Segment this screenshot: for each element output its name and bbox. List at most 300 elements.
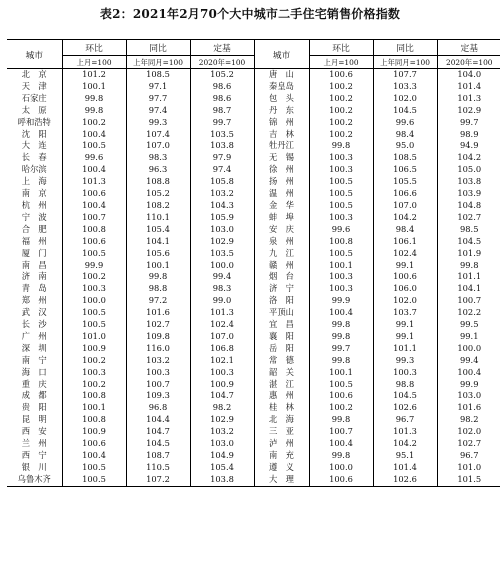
base-cell: 101.9 xyxy=(437,248,500,260)
base-cell: 99.7 xyxy=(437,117,500,129)
table-row xyxy=(7,319,500,331)
yoy-cell: 110.5 xyxy=(126,462,190,474)
table-row xyxy=(7,307,500,319)
table-row xyxy=(7,81,500,93)
table-row xyxy=(7,224,500,236)
city-cell: 厦 门 xyxy=(21,247,47,258)
base-cell: 105.0 xyxy=(437,164,500,176)
base-cell: 100.9 xyxy=(190,379,254,391)
base-cell: 102.9 xyxy=(190,414,254,426)
city-cell: 杭 州 xyxy=(21,199,47,210)
yoy-cell: 102.0 xyxy=(373,295,437,307)
base-cell: 99.5 xyxy=(437,319,500,331)
table-row xyxy=(7,260,500,272)
base-cell: 101.3 xyxy=(437,93,500,105)
base-cell: 99.7 xyxy=(190,117,254,129)
table-row xyxy=(7,343,500,355)
base-cell: 103.2 xyxy=(190,426,254,438)
mom-cell: 100.6 xyxy=(62,438,126,450)
base-cell: 104.0 xyxy=(437,69,500,81)
mom-cell: 101.3 xyxy=(62,176,126,188)
yoy-cell: 100.6 xyxy=(373,271,437,283)
city-cell: 贵 阳 xyxy=(21,402,47,413)
base-cell: 102.1 xyxy=(190,355,254,367)
yoy-cell: 109.8 xyxy=(126,331,190,343)
base-cell: 99.9 xyxy=(437,379,500,391)
mom-cell: 100.5 xyxy=(62,307,126,319)
table-row xyxy=(7,140,500,152)
base-cell: 103.8 xyxy=(437,176,500,188)
yoy-cell: 104.5 xyxy=(126,438,190,450)
base-cell: 101.5 xyxy=(437,474,500,486)
city-cell: 南 充 xyxy=(254,450,309,462)
base-cell: 104.5 xyxy=(437,236,500,248)
city-cell: 成 都 xyxy=(21,390,47,401)
table-row xyxy=(7,379,500,391)
base-cell: 98.6 xyxy=(190,93,254,105)
base-cell: 101.6 xyxy=(437,402,500,414)
city-cell: 北 京 xyxy=(21,69,47,79)
yoy-cell: 106.5 xyxy=(373,164,437,176)
yoy-cell: 100.3 xyxy=(126,367,190,379)
mom-cell: 100.4 xyxy=(62,129,126,141)
mom-cell: 100.1 xyxy=(62,81,126,93)
city-cell: 南 宁 xyxy=(21,354,47,365)
base-cell: 100.0 xyxy=(437,343,500,355)
mom-cell: 101.0 xyxy=(62,331,126,343)
city-cell: 常 德 xyxy=(254,355,309,367)
yoy-cell: 104.1 xyxy=(126,236,190,248)
mom-cell: 100.3 xyxy=(309,271,373,283)
yoy-cell: 104.5 xyxy=(373,390,437,402)
mom-cell: 100.2 xyxy=(62,355,126,367)
table-row xyxy=(7,188,500,200)
yoy-cell: 104.2 xyxy=(373,438,437,450)
table-row xyxy=(7,129,500,141)
mom-cell: 100.1 xyxy=(309,260,373,272)
city-cell: 沈 阳 xyxy=(21,128,47,139)
mom-cell: 100.7 xyxy=(309,426,373,438)
table-row xyxy=(7,200,500,212)
table-row xyxy=(7,390,500,402)
mom-cell: 100.2 xyxy=(62,271,126,283)
city-cell: 宁 波 xyxy=(21,211,47,222)
table-row xyxy=(7,414,500,426)
mom-cell: 100.4 xyxy=(62,164,126,176)
city-cell: 秦皇岛 xyxy=(254,81,309,93)
yoy-cell: 102.6 xyxy=(373,402,437,414)
yoy-cell: 108.5 xyxy=(373,152,437,164)
city-cell: 北 海 xyxy=(254,414,309,426)
yoy-cell: 95.1 xyxy=(373,450,437,462)
mom-cell: 100.4 xyxy=(62,450,126,462)
yoy-cell: 99.1 xyxy=(373,331,437,343)
base-cell: 103.0 xyxy=(190,224,254,236)
city-cell: 青 岛 xyxy=(21,283,47,294)
yoy-cell: 107.2 xyxy=(126,474,190,486)
yoy-cell: 104.2 xyxy=(373,212,437,224)
mom-cell: 100.8 xyxy=(62,224,126,236)
table-row xyxy=(7,331,500,343)
table-row xyxy=(7,355,500,367)
base-cell: 100.4 xyxy=(437,367,500,379)
table-row xyxy=(7,93,500,105)
base-cell: 102.2 xyxy=(437,307,500,319)
mom-cell: 100.6 xyxy=(309,390,373,402)
yoy-cell: 96.7 xyxy=(373,414,437,426)
mom-cell: 100.2 xyxy=(309,117,373,129)
city-cell: 牡丹江 xyxy=(254,140,309,152)
city-cell: 洛 阳 xyxy=(254,295,309,307)
city-cell: 武 汉 xyxy=(21,307,47,318)
yoy-cell: 105.2 xyxy=(126,188,190,200)
yoy-cell: 103.7 xyxy=(373,307,437,319)
yoy-cell: 107.7 xyxy=(373,69,437,81)
base-cell: 102.4 xyxy=(190,319,254,331)
city-cell: 安 庆 xyxy=(254,224,309,236)
mom-cell: 100.3 xyxy=(309,212,373,224)
base-cell: 96.7 xyxy=(437,450,500,462)
city-cell: 乌鲁木齐 xyxy=(7,474,62,486)
column-subheader-mom: 上月=100 xyxy=(62,56,126,69)
table-row xyxy=(7,283,500,295)
city-cell: 呼和浩特 xyxy=(17,116,51,127)
city-cell: 福 州 xyxy=(21,235,47,246)
yoy-cell: 107.0 xyxy=(373,200,437,212)
base-cell: 99.4 xyxy=(437,355,500,367)
city-cell: 九 江 xyxy=(254,248,309,260)
subheader-row xyxy=(7,56,500,69)
table-row xyxy=(7,462,500,474)
table-row xyxy=(7,176,500,188)
city-cell: 襄 阳 xyxy=(254,331,309,343)
city-cell: 丹 东 xyxy=(254,105,309,117)
city-cell: 南 京 xyxy=(21,188,47,199)
mom-cell: 99.8 xyxy=(309,450,373,462)
city-cell: 广 州 xyxy=(21,330,47,341)
base-cell: 98.7 xyxy=(190,105,254,117)
city-cell: 烟 台 xyxy=(254,271,309,283)
base-cell: 102.7 xyxy=(437,438,500,450)
mom-cell: 99.8 xyxy=(62,93,126,105)
base-cell: 107.0 xyxy=(190,331,254,343)
yoy-cell: 98.3 xyxy=(126,152,190,164)
yoy-cell: 97.2 xyxy=(126,295,190,307)
yoy-cell: 98.4 xyxy=(373,224,437,236)
city-cell: 桂 林 xyxy=(254,402,309,414)
mom-cell: 101.2 xyxy=(62,69,126,81)
yoy-cell: 108.8 xyxy=(126,176,190,188)
yoy-cell: 101.1 xyxy=(373,343,437,355)
base-cell: 97.9 xyxy=(190,152,254,164)
city-cell: 韶 关 xyxy=(254,367,309,379)
base-cell: 103.9 xyxy=(437,188,500,200)
mom-cell: 99.9 xyxy=(309,295,373,307)
base-cell: 94.9 xyxy=(437,140,500,152)
table-body xyxy=(7,69,500,487)
city-cell: 郑 州 xyxy=(21,295,47,306)
city-cell: 银 川 xyxy=(21,461,47,472)
city-cell: 南 昌 xyxy=(21,259,47,270)
base-cell: 105.9 xyxy=(190,212,254,224)
base-cell: 102.9 xyxy=(190,236,254,248)
column-subheader-yoy: 上年同月=100 xyxy=(126,56,190,69)
base-cell: 101.4 xyxy=(437,81,500,93)
yoy-cell: 101.3 xyxy=(373,426,437,438)
mom-cell: 99.6 xyxy=(309,224,373,236)
mom-cell: 100.5 xyxy=(309,188,373,200)
column-subheader-yoy: 上年同月=100 xyxy=(373,56,437,69)
city-cell: 锦 州 xyxy=(254,117,309,129)
base-cell: 99.0 xyxy=(190,295,254,307)
column-header-yoy: 同比 xyxy=(126,40,190,56)
base-cell: 98.6 xyxy=(190,81,254,93)
mom-cell: 100.3 xyxy=(309,152,373,164)
city-cell: 济 宁 xyxy=(254,283,309,295)
base-cell: 101.3 xyxy=(190,307,254,319)
mom-cell: 99.7 xyxy=(309,343,373,355)
mom-cell: 100.5 xyxy=(62,140,126,152)
yoy-cell: 100.3 xyxy=(373,367,437,379)
column-header-city: 城市 xyxy=(254,40,309,69)
base-cell: 101.0 xyxy=(437,462,500,474)
city-cell: 岳 阳 xyxy=(254,343,309,355)
column-subheader-base: 2020年=100 xyxy=(437,56,500,69)
yoy-cell: 98.8 xyxy=(126,283,190,295)
mom-cell: 100.4 xyxy=(309,438,373,450)
mom-cell: 100.5 xyxy=(309,248,373,260)
city-cell: 唐 山 xyxy=(254,69,309,81)
city-cell: 惠 州 xyxy=(254,390,309,402)
base-cell: 103.2 xyxy=(190,188,254,200)
city-cell: 赣 州 xyxy=(254,260,309,272)
yoy-cell: 97.7 xyxy=(126,93,190,105)
price-index-table xyxy=(7,39,500,487)
yoy-cell: 110.1 xyxy=(126,212,190,224)
column-header-city: 城市 xyxy=(7,40,62,69)
base-cell: 103.8 xyxy=(190,140,254,152)
city-cell: 石家庄 xyxy=(21,92,47,103)
yoy-cell: 101.4 xyxy=(373,462,437,474)
yoy-cell: 104.4 xyxy=(126,414,190,426)
city-cell: 泸 州 xyxy=(254,438,309,450)
table-row xyxy=(7,248,500,260)
yoy-cell: 105.6 xyxy=(126,248,190,260)
city-cell: 徐 州 xyxy=(254,164,309,176)
yoy-cell: 104.5 xyxy=(373,105,437,117)
city-cell: 三 亚 xyxy=(254,426,309,438)
base-cell: 103.5 xyxy=(190,248,254,260)
base-cell: 104.2 xyxy=(437,152,500,164)
base-cell: 99.4 xyxy=(190,271,254,283)
mom-cell: 100.2 xyxy=(309,81,373,93)
mom-cell: 99.6 xyxy=(62,152,126,164)
yoy-cell: 103.2 xyxy=(126,355,190,367)
mom-cell: 100.6 xyxy=(309,69,373,81)
table-row xyxy=(7,164,500,176)
base-cell: 98.2 xyxy=(190,402,254,414)
table-row xyxy=(7,152,500,164)
table-row xyxy=(7,117,500,129)
mom-cell: 100.4 xyxy=(309,307,373,319)
city-cell: 合 肥 xyxy=(21,223,47,234)
mom-cell: 100.6 xyxy=(62,236,126,248)
city-cell: 济 南 xyxy=(21,271,47,282)
base-cell: 102.7 xyxy=(437,212,500,224)
mom-cell: 100.2 xyxy=(62,117,126,129)
column-header-yoy: 同比 xyxy=(373,40,437,56)
yoy-cell: 99.3 xyxy=(126,117,190,129)
city-cell: 兰 州 xyxy=(21,438,47,449)
yoy-cell: 96.3 xyxy=(126,164,190,176)
yoy-cell: 103.3 xyxy=(373,81,437,93)
yoy-cell: 99.1 xyxy=(373,319,437,331)
mom-cell: 100.8 xyxy=(62,414,126,426)
yoy-cell: 99.1 xyxy=(373,260,437,272)
yoy-cell: 97.4 xyxy=(126,105,190,117)
city-cell: 大 连 xyxy=(21,140,47,151)
table-row xyxy=(7,271,500,283)
base-cell: 100.7 xyxy=(437,295,500,307)
base-cell: 106.8 xyxy=(190,343,254,355)
mom-cell: 100.9 xyxy=(62,343,126,355)
mom-cell: 100.3 xyxy=(62,283,126,295)
city-cell: 包 头 xyxy=(254,93,309,105)
yoy-cell: 102.7 xyxy=(126,319,190,331)
base-cell: 103.5 xyxy=(190,129,254,141)
mom-cell: 100.2 xyxy=(309,105,373,117)
city-cell: 蚌 埠 xyxy=(254,212,309,224)
yoy-cell: 108.5 xyxy=(126,69,190,81)
city-cell: 泉 州 xyxy=(254,236,309,248)
base-cell: 104.1 xyxy=(437,283,500,295)
yoy-cell: 104.7 xyxy=(126,426,190,438)
yoy-cell: 107.4 xyxy=(126,129,190,141)
yoy-cell: 98.8 xyxy=(373,379,437,391)
mom-cell: 100.1 xyxy=(309,367,373,379)
yoy-cell: 106.1 xyxy=(373,236,437,248)
mom-cell: 100.3 xyxy=(309,164,373,176)
yoy-cell: 102.4 xyxy=(373,248,437,260)
mom-cell: 100.4 xyxy=(62,200,126,212)
base-cell: 104.7 xyxy=(190,390,254,402)
city-cell: 大 理 xyxy=(254,474,309,486)
yoy-cell: 100.1 xyxy=(126,260,190,272)
yoy-cell: 97.1 xyxy=(126,81,190,93)
mom-cell: 99.8 xyxy=(309,331,373,343)
mom-cell: 99.8 xyxy=(309,414,373,426)
yoy-cell: 101.6 xyxy=(126,307,190,319)
city-cell: 太 原 xyxy=(21,104,47,115)
yoy-cell: 108.2 xyxy=(126,200,190,212)
base-cell: 105.2 xyxy=(190,69,254,81)
base-cell: 104.9 xyxy=(190,450,254,462)
mom-cell: 100.3 xyxy=(309,283,373,295)
yoy-cell: 102.6 xyxy=(373,474,437,486)
table-row xyxy=(7,367,500,379)
mom-cell: 100.5 xyxy=(62,474,126,486)
mom-cell: 99.9 xyxy=(62,260,126,272)
column-header-base: 定基 xyxy=(437,40,500,56)
column-subheader-base: 2020年=100 xyxy=(190,56,254,69)
mom-cell: 100.7 xyxy=(62,212,126,224)
mom-cell: 100.6 xyxy=(309,474,373,486)
mom-cell: 100.5 xyxy=(309,200,373,212)
yoy-cell: 107.0 xyxy=(126,140,190,152)
mom-cell: 100.0 xyxy=(62,295,126,307)
base-cell: 101.1 xyxy=(437,271,500,283)
table-row xyxy=(7,450,500,462)
page-title: 表2：2021年2月70个大中城市二手住宅销售价格指数 xyxy=(99,7,401,21)
table-row xyxy=(7,474,500,486)
yoy-cell: 105.5 xyxy=(373,176,437,188)
mom-cell: 100.2 xyxy=(309,402,373,414)
yoy-cell: 99.3 xyxy=(373,355,437,367)
table-row xyxy=(7,426,500,438)
base-cell: 103.0 xyxy=(190,438,254,450)
base-cell: 98.5 xyxy=(437,224,500,236)
city-cell: 重 庆 xyxy=(21,378,47,389)
yoy-cell: 98.4 xyxy=(373,129,437,141)
city-cell: 天 津 xyxy=(21,80,47,91)
base-cell: 104.3 xyxy=(190,200,254,212)
city-cell: 遵 义 xyxy=(254,462,309,474)
yoy-cell: 99.8 xyxy=(126,271,190,283)
mom-cell: 100.5 xyxy=(309,176,373,188)
yoy-cell: 109.3 xyxy=(126,390,190,402)
mom-cell: 99.8 xyxy=(309,319,373,331)
table-row xyxy=(7,69,500,81)
mom-cell: 100.5 xyxy=(62,248,126,260)
base-cell: 100.0 xyxy=(190,260,254,272)
city-cell: 上 海 xyxy=(21,176,47,187)
mom-cell: 100.5 xyxy=(62,462,126,474)
mom-cell: 100.6 xyxy=(62,188,126,200)
yoy-cell: 106.6 xyxy=(373,188,437,200)
header-row xyxy=(7,40,500,56)
base-cell: 99.8 xyxy=(437,260,500,272)
mom-cell: 100.2 xyxy=(62,379,126,391)
base-cell: 98.2 xyxy=(437,414,500,426)
base-cell: 98.9 xyxy=(437,129,500,141)
base-cell: 100.3 xyxy=(190,367,254,379)
mom-cell: 100.2 xyxy=(309,93,373,105)
base-cell: 98.3 xyxy=(190,283,254,295)
city-cell: 扬 州 xyxy=(254,176,309,188)
yoy-cell: 116.0 xyxy=(126,343,190,355)
yoy-cell: 102.0 xyxy=(373,93,437,105)
base-cell: 102.9 xyxy=(437,105,500,117)
city-cell: 温 州 xyxy=(254,188,309,200)
mom-cell: 100.3 xyxy=(62,367,126,379)
city-cell: 深 圳 xyxy=(21,342,47,353)
base-cell: 103.0 xyxy=(437,390,500,402)
city-cell: 吉 林 xyxy=(254,129,309,141)
table-row xyxy=(7,212,500,224)
mom-cell: 100.1 xyxy=(62,402,126,414)
mom-cell: 99.8 xyxy=(309,140,373,152)
city-cell: 哈尔滨 xyxy=(21,164,47,175)
table-row xyxy=(7,438,500,450)
table-row xyxy=(7,236,500,248)
city-cell: 西 安 xyxy=(21,426,47,437)
column-subheader-mom: 上月=100 xyxy=(309,56,373,69)
mom-cell: 100.5 xyxy=(309,379,373,391)
city-cell: 无 锡 xyxy=(254,152,309,164)
column-header-base: 定基 xyxy=(190,40,254,56)
yoy-cell: 108.7 xyxy=(126,450,190,462)
city-cell: 宜 昌 xyxy=(254,319,309,331)
